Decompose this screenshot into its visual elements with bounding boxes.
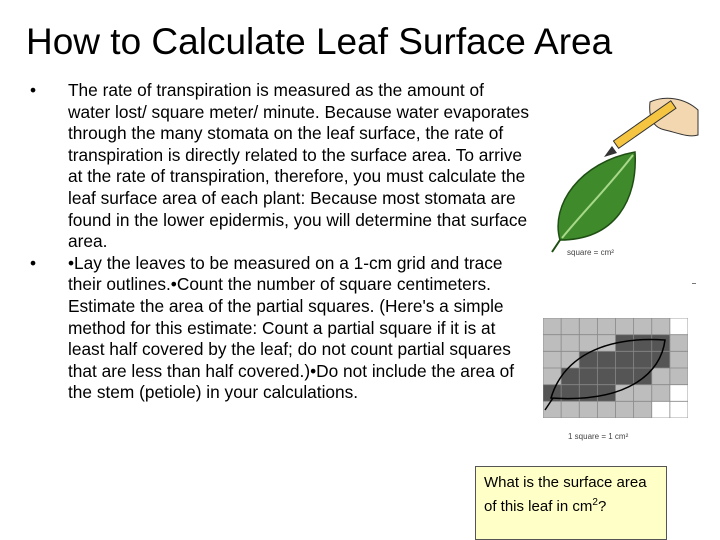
grid-cell xyxy=(670,351,688,368)
grid-image xyxy=(543,318,688,418)
bullet-text: The rate of transpiration is measured as the amount of water lost/ square meter/ minute. Because water evaporates through the many stomata on the leaf surface, the rate of transpiration is directly related to the surface area. To arrive at the rate of transpiration, therefore, you must calculate the leaf surface area of each plant: Because most stomata are found in the lower epidermis, you will determine that surface area. xyxy=(68,80,530,252)
grid-cell xyxy=(597,368,615,385)
question-superscript: 2 xyxy=(592,497,598,508)
bullet-text: •Lay the leaves to be measured on a 1-cm grid and trace their outlines.•Count the number of square centimeters. Estimate the area of the partial squares. (Here's a simple method for this estimate: Count a partial square if it is at least half covered by the leaf; do not count partial squares that are less than half covered.)•Do not include the area of the stem (petiole) in your calculations. xyxy=(68,252,515,403)
grid-cell xyxy=(652,385,670,402)
grid-cell xyxy=(652,335,670,352)
grid-cell xyxy=(616,368,634,385)
grid-cell xyxy=(634,318,652,335)
grid-cell xyxy=(616,351,634,368)
grid-cell xyxy=(616,401,634,418)
grid-cell xyxy=(634,401,652,418)
figure-caption-grid: 1 square = 1 cm² xyxy=(568,432,629,441)
leaf-pencil-image xyxy=(540,90,700,290)
leaf-grid-figure xyxy=(543,318,688,418)
grid-cell xyxy=(597,318,615,335)
question-box xyxy=(475,466,667,540)
grid-cell xyxy=(634,351,652,368)
decorative-tick xyxy=(692,283,696,284)
grid-cell xyxy=(579,368,597,385)
leaf-pencil-illustration xyxy=(540,90,700,290)
grid-cell xyxy=(543,351,561,368)
grid-cell xyxy=(652,368,670,385)
bullet-list xyxy=(30,80,530,404)
bullet-item xyxy=(30,253,530,404)
grid-cell xyxy=(561,368,579,385)
grid-cell xyxy=(634,385,652,402)
slide-title: How to Calculate Leaf Surface Area xyxy=(26,21,613,62)
grid-cell xyxy=(561,318,579,335)
bullet-marker: • xyxy=(30,252,37,273)
grid-cell xyxy=(670,335,688,352)
bullet-item xyxy=(30,80,530,253)
grid-cell xyxy=(634,335,652,352)
grid-cell xyxy=(616,385,634,402)
grid-cell xyxy=(597,401,615,418)
grid-cell xyxy=(543,335,561,352)
question-suffix: ? xyxy=(597,498,607,515)
grid-cell xyxy=(579,318,597,335)
grid-cell xyxy=(579,335,597,352)
grid-cell xyxy=(597,351,615,368)
grid-cell xyxy=(616,318,634,335)
figure-caption-top: square = cm² xyxy=(567,248,614,257)
grid-cell xyxy=(652,318,670,335)
grid-cell xyxy=(579,401,597,418)
bullet-marker: • xyxy=(30,80,37,100)
grid-cell xyxy=(561,401,579,418)
grid-cell xyxy=(670,368,688,385)
grid-cell xyxy=(543,318,561,335)
question-text: What is the surface area of this leaf in cm xyxy=(484,474,647,515)
grid-cell xyxy=(561,335,579,352)
